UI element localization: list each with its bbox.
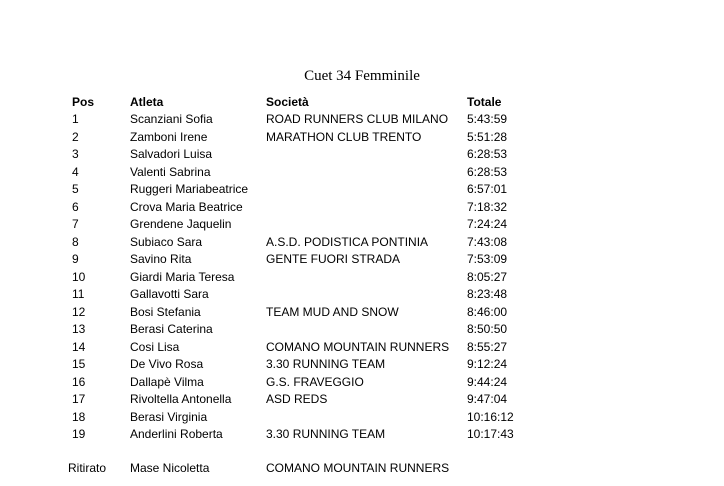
cell-pos: 15: [72, 357, 86, 371]
table-row: [0, 391, 724, 408]
cell-athlete: Rivoltella Antonella: [130, 392, 232, 406]
cell-athlete: Gallavotti Sara: [130, 287, 209, 301]
cell-pos: 8: [72, 234, 79, 249]
cell-club: ASD REDS: [266, 392, 328, 406]
table-row: [0, 199, 724, 216]
cell-club: TEAM MUD AND SNOW: [266, 304, 399, 319]
cell-athlete: Berasi Caterina: [130, 322, 213, 336]
cell-total: 7:24:24: [467, 217, 508, 231]
table-row: [0, 269, 724, 286]
cell-athlete: Crova Maria Beatrice: [130, 199, 243, 214]
table-row: [0, 409, 724, 426]
cell-pos: 18: [72, 409, 86, 424]
table-header: [0, 94, 724, 111]
cell-total: 8:46:00: [467, 304, 508, 319]
cell-club: A.S.D. PODISTICA PONTINIA: [266, 234, 429, 249]
header-club: Società: [266, 95, 309, 109]
table-row: [0, 304, 724, 321]
cell-athlete: Savino Rita: [130, 252, 192, 266]
table-row: [0, 286, 724, 303]
table-row: [0, 146, 724, 163]
cell-athlete: Grendene Jaquelin: [130, 217, 232, 231]
cell-athlete: Zamboni Irene: [130, 129, 208, 144]
cell-club: COMANO MOUNTAIN RUNNERS: [266, 339, 450, 354]
cell-athlete: Valenti Sabrina: [130, 164, 211, 179]
retired-athlete: Mase Nicoletta: [130, 461, 210, 475]
cell-pos: 3: [72, 147, 79, 161]
cell-total: 6:57:01: [467, 182, 508, 196]
cell-athlete: De Vivo Rosa: [130, 357, 204, 371]
cell-pos: 7: [72, 217, 79, 231]
cell-total: 6:28:53: [467, 164, 508, 179]
cell-athlete: Cosi Lisa: [130, 339, 180, 354]
table-row: [0, 129, 724, 146]
header-pos: Pos: [72, 95, 95, 109]
cell-pos: 16: [72, 374, 86, 389]
cell-club: MARATHON CLUB TRENTO: [266, 129, 422, 144]
cell-pos: 5: [72, 182, 79, 196]
cell-total: 7:43:08: [467, 234, 508, 249]
table-row: [0, 321, 724, 338]
cell-pos: 11: [72, 287, 85, 301]
table-row: [0, 111, 724, 128]
cell-total: 7:18:32: [467, 199, 508, 214]
cell-total: 8:23:48: [467, 287, 508, 301]
cell-total: 5:51:28: [467, 129, 508, 144]
cell-athlete: Berasi Virginia: [130, 409, 208, 424]
cell-athlete: Scanziani Sofia: [130, 112, 213, 126]
cell-pos: 6: [72, 199, 79, 214]
cell-club: 3.30 RUNNING TEAM: [266, 357, 386, 371]
cell-total: 7:53:09: [467, 252, 508, 266]
header-athlete: Atleta: [130, 95, 164, 109]
cell-pos: 13: [72, 322, 86, 336]
cell-total: 10:16:12: [467, 409, 514, 424]
cell-athlete: Ruggeri Mariabeatrice: [130, 182, 249, 196]
table-row: [0, 216, 724, 233]
cell-total: 8:50:50: [467, 322, 508, 336]
table-row: [0, 374, 724, 391]
cell-pos: 4: [72, 164, 79, 179]
cell-total: 5:43:59: [467, 112, 508, 126]
cell-pos: 10: [72, 269, 86, 284]
retired-club: COMANO MOUNTAIN RUNNERS: [266, 461, 450, 475]
table-row: [0, 426, 724, 443]
cell-total: 8:55:27: [467, 339, 508, 354]
cell-athlete: Salvadori Luisa: [130, 147, 213, 161]
cell-athlete: Giardi Maria Teresa: [130, 269, 235, 284]
cell-pos: 17: [72, 392, 86, 406]
cell-club: ROAD RUNNERS CLUB MILANO: [266, 112, 449, 126]
cell-pos: 12: [72, 304, 86, 319]
table-row: [0, 356, 724, 373]
cell-athlete: Bosi Stefania: [130, 304, 201, 319]
retired-row: [0, 460, 724, 477]
cell-total: 8:05:27: [467, 269, 508, 284]
cell-total: 6:28:53: [467, 147, 508, 161]
table-row: [0, 339, 724, 356]
cell-pos: 1: [72, 112, 79, 126]
table-row: [0, 181, 724, 198]
cell-pos: 9: [72, 252, 79, 266]
cell-total: 9:44:24: [467, 374, 508, 389]
cell-pos: 2: [72, 129, 79, 144]
cell-club: 3.30 RUNNING TEAM: [266, 427, 386, 441]
retired-label: Ritirato: [68, 461, 107, 475]
cell-pos: 19: [72, 427, 86, 441]
cell-club: GENTE FUORI STRADA: [266, 252, 401, 266]
header-total: Totale: [467, 95, 502, 109]
cell-athlete: Anderlini Roberta: [130, 427, 223, 441]
cell-total: 9:12:24: [467, 357, 508, 371]
page-title: Cuet 34 Femminile: [304, 68, 420, 84]
cell-athlete: Dallapè Vilma: [130, 374, 204, 389]
table-row: [0, 234, 724, 251]
table-row: [0, 164, 724, 181]
table-row: [0, 251, 724, 268]
cell-total: 9:47:04: [467, 392, 508, 406]
cell-pos: 14: [72, 339, 86, 354]
cell-total: 10:17:43: [467, 427, 514, 441]
cell-club: G.S. FRAVEGGIO: [266, 374, 364, 389]
cell-athlete: Subiaco Sara: [130, 234, 203, 249]
